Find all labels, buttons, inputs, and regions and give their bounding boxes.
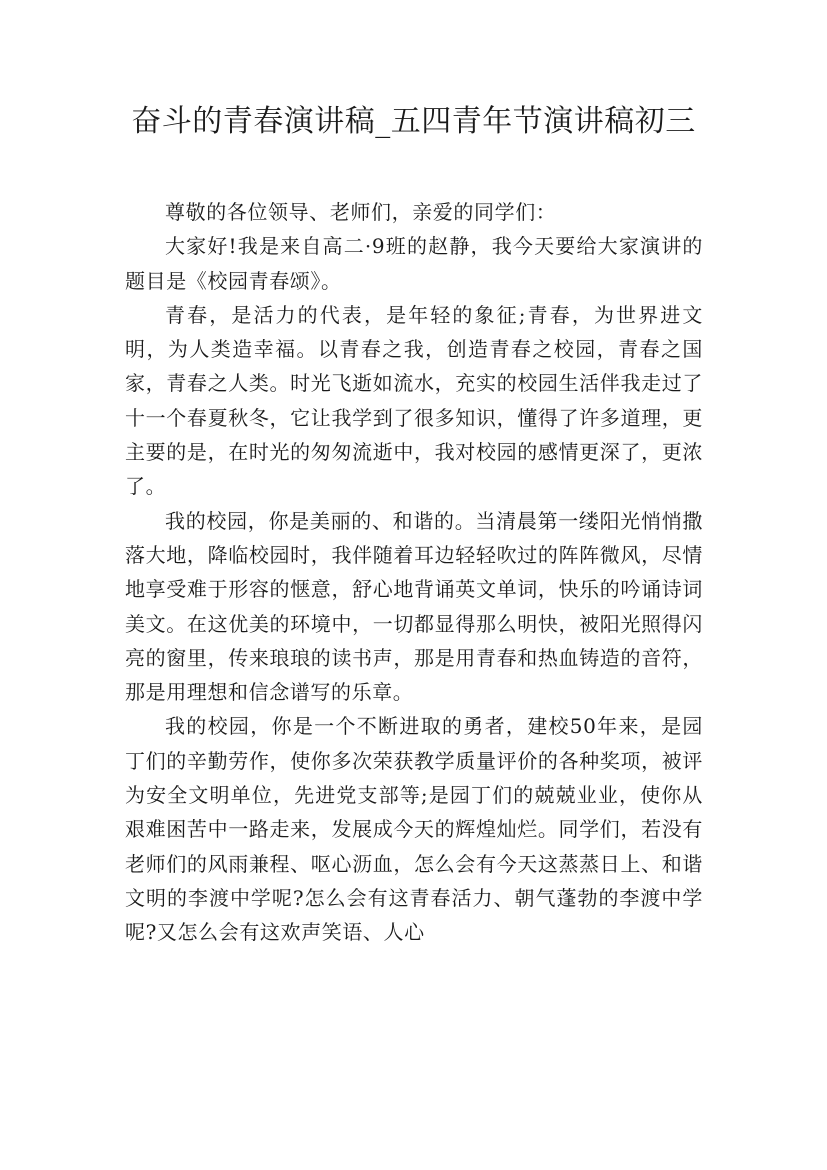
paragraph-introduction: 大家好!我是来自高二·9班的赵静，我今天要给大家演讲的题目是《校园青春颂》。 <box>125 234 703 293</box>
paragraph-greeting: 尊敬的各位领导、老师们，亲爱的同学们： <box>165 200 557 224</box>
document-title: 奋斗的青春演讲稿_五四青年节演讲稿初三 <box>131 104 696 139</box>
paragraph-youth: 青春，是活力的代表，是年轻的象征;青春，为世界进文明，为人类造幸福。以青春之我，创造青春之校园，青春之国家，青春之人类。时光飞逝如流水，充实的校园生活伴我走过了十一个春夏秋冬，它让我学到了很多知识，懂得了许多道理，更主要的是，在时光的匆匆流逝中，我对校园的感情更深了，更浓了。 <box>125 302 703 499</box>
document-body <box>125 195 703 950</box>
paragraph-campus-progress: 我的校园，你是一个不断进取的勇者，建校50年来，是园丁们的辛勤劳作，使你多次荣获教学质量评价的各种奖项，被评为安全文明单位，先进党支部等;是园丁们的兢兢业业，使你从艰难困苦中一路走来，发展成今天的辉煌灿烂。同学们，若没有老师们的风雨兼程、呕心沥血，怎么会有今天这蒸蒸日上、和谐文明的李渡中学呢?怎么会有这青春活力、朝气蓬勃的李渡中学呢?又怎么会有这欢声笑语、人心 <box>125 714 703 945</box>
paragraph-campus-beauty: 我的校园，你是美丽的、和谐的。当清晨第一缕阳光悄悄撒落大地，降临校园时，我伴随着耳边轻轻吹过的阵阵微风，尽情地享受难于形容的惬意，舒心地背诵英文单词，快乐的吟诵诗词美文。在这优美的环境中，一切都显得那么明快，被阳光照得闪亮的窗里，传来琅琅的读书声，那是用青春和热血铸造的音符，那是用理想和信念谱写的乐章。 <box>125 508 703 705</box>
